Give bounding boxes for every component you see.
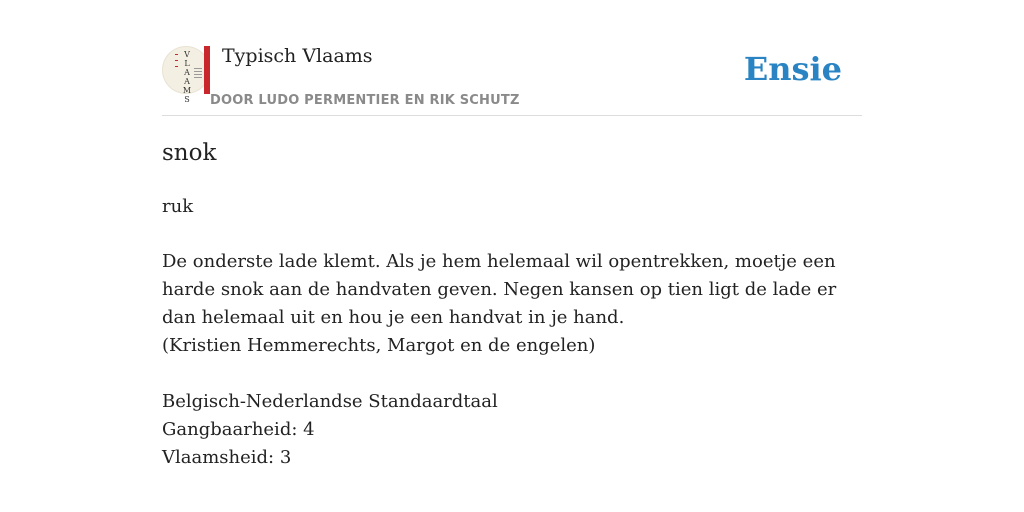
entry-example	[162, 248, 862, 360]
entry-definition: ruk	[162, 196, 194, 217]
site-title[interactable]: Typisch Vlaams	[222, 45, 373, 67]
entry-word: snok	[162, 140, 217, 166]
example-source: (Kristien Hemmerechts, Margot en de engelen)	[162, 335, 596, 356]
example-text: De onderste lade klemt. Als je hem helemaal wil opentrekken, moetje een harde snok aan de handvaten geven. Negen kansen op tien ligt de lade er dan helemaal uit en hou je een handvat in je hand.	[162, 251, 837, 328]
entry-meta	[162, 388, 498, 472]
entry-vlaamsheid: Vlaamsheid: 3	[162, 447, 292, 468]
page	[162, 0, 862, 468]
site-header	[162, 0, 862, 116]
byline: DOOR LUDO PERMENTIER EN RIK SCHUTZ	[210, 93, 520, 108]
ensie-logo[interactable]: Ensie	[743, 50, 842, 88]
entry-gangbaarheid: Gangbaarheid: 4	[162, 419, 315, 440]
site-logo-icon[interactable]	[162, 46, 210, 104]
entry-language: Belgisch-Nederlandse Standaardtaal	[162, 391, 498, 412]
logo-letters: V L A A M S	[182, 50, 192, 104]
